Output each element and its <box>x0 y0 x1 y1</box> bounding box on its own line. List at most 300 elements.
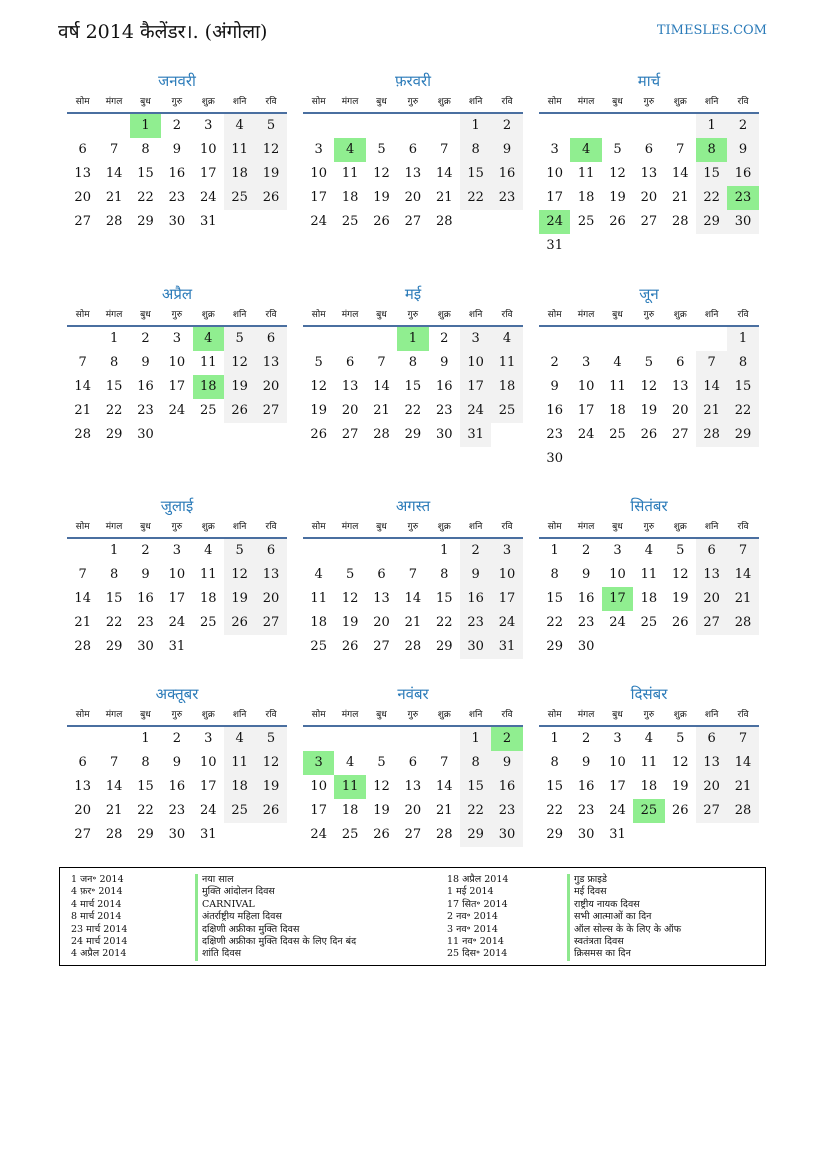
day-cell: 18 <box>341 190 359 205</box>
day-cell: 27 <box>671 427 689 442</box>
empty-cell <box>98 114 129 138</box>
empty-cell <box>67 539 98 563</box>
holiday-day-cell: 3 <box>303 751 334 775</box>
day-cell: 9 <box>172 755 181 770</box>
empty-cell <box>334 539 365 563</box>
weekday-label: शनि <box>468 522 483 532</box>
day-cell: 10 <box>577 379 595 394</box>
day-cell: 2 <box>727 114 758 138</box>
empty-cell <box>303 539 334 563</box>
empty-cell <box>397 114 428 138</box>
day-cell: 17 <box>609 779 626 794</box>
day-cell: 18 <box>310 615 327 630</box>
legend-date: 2 नव॰ 2014 <box>447 911 498 923</box>
day-cell: 10 <box>460 351 491 375</box>
day-cell: 2 <box>141 543 150 558</box>
day-cell: 13 <box>404 779 422 794</box>
weekday-label: सोम <box>547 710 562 720</box>
empty-cell <box>366 114 397 138</box>
day-cell: 22 <box>105 615 123 630</box>
weekday-header <box>539 92 759 114</box>
day-cell: 12 <box>224 563 255 587</box>
legend-date: 3 नव॰ 2014 <box>447 923 498 935</box>
day-cell: 27 <box>696 799 727 823</box>
day-cell: 1 <box>727 327 758 351</box>
day-cell: 9 <box>440 355 449 370</box>
day-grid <box>303 327 523 447</box>
day-cell: 11 <box>199 355 217 370</box>
weekday-label: बुध <box>140 710 151 720</box>
empty-cell <box>633 327 664 351</box>
weekday-label: शुक्र <box>437 97 451 107</box>
empty-cell <box>602 114 633 138</box>
day-cell: 8 <box>727 351 758 375</box>
day-cell: 3 <box>491 539 522 563</box>
day-cell: 21 <box>435 803 453 818</box>
empty-cell <box>366 539 397 563</box>
day-cell: 26 <box>373 827 390 842</box>
day-cell: 29 <box>137 214 154 229</box>
empty-cell <box>397 727 428 751</box>
month-block <box>67 283 287 447</box>
weekday-label: सोम <box>311 97 326 107</box>
weekday-label: बुध <box>376 97 387 107</box>
day-cell: 26 <box>640 427 658 442</box>
weekday-label: सोम <box>311 710 326 720</box>
day-cell: 22 <box>137 190 154 205</box>
day-cell: 9 <box>172 142 181 157</box>
day-cell: 11 <box>577 166 595 181</box>
day-cell: 30 <box>435 427 453 442</box>
weekday-label: शुक्र <box>673 522 687 532</box>
day-grid <box>539 114 759 258</box>
weekday-label: बुध <box>376 522 387 532</box>
day-cell: 25 <box>224 799 255 823</box>
weekday-label: मंगल <box>341 310 359 320</box>
day-cell: 31 <box>199 827 217 842</box>
day-cell: 15 <box>460 775 491 799</box>
day-cell: 30 <box>168 214 186 229</box>
day-cell: 20 <box>671 403 689 418</box>
weekday-label: शनि <box>232 522 247 532</box>
day-cell: 7 <box>109 755 119 770</box>
weekday-label: शनि <box>468 310 483 320</box>
legend-marker <box>195 874 198 961</box>
day-cell: 9 <box>581 567 591 582</box>
legend-holiday: अंतर्राष्ट्रीय महिला दिवस <box>202 911 282 923</box>
day-cell: 22 <box>105 403 123 418</box>
holiday-day-cell: 8 <box>696 138 727 162</box>
empty-cell <box>303 114 334 138</box>
day-cell: 20 <box>404 803 422 818</box>
weekday-header <box>67 305 287 327</box>
day-cell: 16 <box>577 591 595 606</box>
weekday-label: गुरु <box>171 97 183 107</box>
weekday-label: शुक्र <box>437 710 451 720</box>
empty-cell <box>67 727 98 751</box>
holiday-day-cell: 1 <box>130 114 161 138</box>
day-cell: 19 <box>373 190 390 205</box>
day-cell: 21 <box>671 190 689 205</box>
day-cell: 27 <box>404 214 422 229</box>
day-cell: 29 <box>105 427 123 442</box>
day-cell: 28 <box>404 639 422 654</box>
legend-date: 23 मार्च 2014 <box>71 923 128 935</box>
day-cell: 23 <box>546 427 563 442</box>
day-cell: 10 <box>199 755 217 770</box>
day-cell: 3 <box>460 327 491 351</box>
day-cell: 6 <box>255 327 286 351</box>
day-cell: 3 <box>172 543 181 558</box>
day-cell: 4 <box>224 727 255 751</box>
day-cell: 8 <box>460 138 491 162</box>
day-cell: 11 <box>224 138 255 162</box>
month-block <box>67 70 287 234</box>
month-name: जनवरी <box>158 72 196 90</box>
day-cell: 12 <box>310 379 327 394</box>
weekday-label: सोम <box>75 310 90 320</box>
weekday-label: शुक्र <box>201 710 215 720</box>
day-cell: 24 <box>310 827 327 842</box>
weekday-label: गुरु <box>643 97 655 107</box>
day-cell: 29 <box>546 827 563 842</box>
day-cell: 21 <box>727 587 758 611</box>
day-cell: 23 <box>460 611 491 635</box>
weekday-label: रवि <box>265 310 277 320</box>
day-cell: 19 <box>255 162 286 186</box>
day-cell: 6 <box>345 355 355 370</box>
day-cell: 24 <box>199 803 217 818</box>
month-name: जुलाई <box>160 497 194 515</box>
holiday-day-cell: 11 <box>334 775 365 799</box>
month-name: मई <box>404 285 422 303</box>
weekday-label: सोम <box>75 522 90 532</box>
weekday-label: मंगल <box>341 522 359 532</box>
weekday-header <box>539 305 759 327</box>
empty-cell <box>334 727 365 751</box>
day-cell: 25 <box>199 403 217 418</box>
day-cell: 3 <box>172 331 181 346</box>
month-block <box>539 70 759 258</box>
weekday-label: रवि <box>501 710 513 720</box>
legend-date: 17 सित॰ 2014 <box>447 898 508 910</box>
day-cell: 7 <box>78 355 87 370</box>
day-cell: 16 <box>491 775 522 799</box>
day-cell: 28 <box>105 214 123 229</box>
day-cell: 5 <box>644 355 653 370</box>
month-block <box>303 683 523 847</box>
day-cell: 9 <box>491 751 522 775</box>
empty-cell <box>633 114 664 138</box>
day-cell: 18 <box>491 375 522 399</box>
day-cell: 13 <box>671 379 689 394</box>
day-cell: 29 <box>435 639 453 654</box>
day-cell: 20 <box>640 190 658 205</box>
day-cell: 28 <box>74 427 91 442</box>
day-cell: 4 <box>491 327 522 351</box>
day-cell: 14 <box>671 166 689 181</box>
day-cell: 27 <box>404 827 422 842</box>
weekday-header <box>67 517 287 539</box>
day-cell: 17 <box>199 779 217 794</box>
empty-cell <box>397 539 428 563</box>
holiday-day-cell: 24 <box>539 210 570 234</box>
day-cell: 21 <box>696 399 727 423</box>
day-cell: 30 <box>727 210 758 234</box>
day-cell: 19 <box>224 587 255 611</box>
day-cell: 6 <box>696 539 727 563</box>
day-cell: 23 <box>137 615 154 630</box>
day-cell: 5 <box>224 327 255 351</box>
day-cell: 27 <box>373 639 390 654</box>
legend-holiday: सभी आत्माओं का दिन <box>574 911 652 923</box>
day-cell: 12 <box>671 567 689 582</box>
month-name: अगस्त <box>395 497 431 515</box>
weekday-label: मंगल <box>105 310 123 320</box>
weekday-label: शुक्र <box>673 310 687 320</box>
day-cell: 5 <box>676 543 685 558</box>
legend-holiday: गुड फ्राइडे <box>574 874 607 885</box>
day-cell: 10 <box>609 755 626 770</box>
holiday-day-cell: 4 <box>570 138 601 162</box>
day-cell: 30 <box>460 635 491 659</box>
day-cell: 25 <box>609 427 626 442</box>
day-cell: 12 <box>341 591 359 606</box>
day-grid <box>303 114 523 234</box>
day-cell: 15 <box>696 162 727 186</box>
day-cell: 29 <box>696 210 727 234</box>
day-cell: 2 <box>460 539 491 563</box>
month-name: जून <box>639 285 659 303</box>
day-cell: 21 <box>727 775 758 799</box>
day-cell: 7 <box>696 351 727 375</box>
day-cell: 29 <box>460 823 491 847</box>
day-cell: 22 <box>727 399 758 423</box>
day-cell: 23 <box>491 186 522 210</box>
day-cell: 15 <box>435 591 453 606</box>
empty-cell <box>602 327 633 351</box>
weekday-label: गुरु <box>407 710 419 720</box>
weekday-header <box>539 517 759 539</box>
weekday-label: शुक्र <box>437 522 451 532</box>
legend-names-col2 <box>574 874 681 961</box>
weekday-label: मंगल <box>577 710 595 720</box>
day-cell: 11 <box>310 591 327 606</box>
weekday-label: बुध <box>140 310 151 320</box>
day-cell: 28 <box>727 611 758 635</box>
day-cell: 27 <box>341 427 359 442</box>
month-block <box>539 683 759 847</box>
day-grid <box>303 539 523 659</box>
day-cell: 3 <box>204 118 213 133</box>
day-grid <box>539 327 759 471</box>
day-cell: 19 <box>341 615 359 630</box>
day-cell: 1 <box>696 114 727 138</box>
legend-holiday: मई दिवस <box>574 886 607 898</box>
day-cell: 28 <box>74 639 91 654</box>
day-cell: 14 <box>696 375 727 399</box>
weekday-label: रवि <box>501 97 513 107</box>
day-cell: 10 <box>310 166 327 181</box>
day-cell: 9 <box>141 355 150 370</box>
day-cell: 11 <box>609 379 626 394</box>
day-cell: 2 <box>440 331 449 346</box>
day-cell: 7 <box>109 142 119 157</box>
day-cell: 8 <box>109 355 119 370</box>
day-cell: 6 <box>78 142 87 157</box>
weekday-label: शनि <box>704 710 719 720</box>
day-cell: 3 <box>314 142 323 157</box>
weekday-label: रवि <box>265 97 277 107</box>
day-cell: 8 <box>109 567 119 582</box>
weekday-label: शुक्र <box>201 522 215 532</box>
day-cell: 4 <box>613 355 622 370</box>
weekday-label: शनि <box>232 710 247 720</box>
month-name: दिसंबर <box>630 685 668 703</box>
day-cell: 25 <box>224 186 255 210</box>
site-brand[interactable]: TIMESLES.COM <box>656 23 767 38</box>
day-cell: 3 <box>581 355 591 370</box>
day-cell: 7 <box>377 355 386 370</box>
day-cell: 19 <box>310 403 327 418</box>
month-block <box>303 283 523 447</box>
day-cell: 10 <box>168 355 186 370</box>
empty-cell <box>429 727 460 751</box>
empty-cell <box>334 327 365 351</box>
weekday-label: गुरु <box>407 522 419 532</box>
weekday-label: मंगल <box>577 310 595 320</box>
day-cell: 27 <box>255 611 286 635</box>
empty-cell <box>98 727 129 751</box>
weekday-label: शनि <box>468 710 483 720</box>
weekday-header <box>303 92 523 114</box>
day-cell: 1 <box>550 543 559 558</box>
legend-holiday: नया साल <box>202 874 234 885</box>
day-cell: 16 <box>137 379 154 394</box>
day-cell: 20 <box>404 190 422 205</box>
day-cell: 28 <box>727 799 758 823</box>
day-cell: 20 <box>255 587 286 611</box>
day-cell: 25 <box>199 615 217 630</box>
day-cell: 5 <box>314 355 323 370</box>
weekday-header <box>303 517 523 539</box>
day-cell: 16 <box>546 403 563 418</box>
day-cell: 29 <box>404 427 422 442</box>
day-cell: 16 <box>460 587 491 611</box>
day-cell: 19 <box>609 190 626 205</box>
day-cell: 16 <box>137 591 154 606</box>
day-cell: 24 <box>168 403 186 418</box>
day-cell: 24 <box>609 803 626 818</box>
day-cell: 15 <box>727 375 758 399</box>
day-cell: 4 <box>644 543 653 558</box>
day-cell: 17 <box>577 403 595 418</box>
day-cell: 7 <box>676 142 685 157</box>
day-cell: 9 <box>550 379 559 394</box>
weekday-label: शनि <box>704 522 719 532</box>
day-cell: 21 <box>74 615 91 630</box>
legend-holiday: मुक्ति आंदोलन दिवस <box>202 886 275 898</box>
day-cell: 7 <box>440 142 449 157</box>
day-cell: 27 <box>74 214 91 229</box>
day-cell: 21 <box>404 615 422 630</box>
month-name: नवंबर <box>397 685 429 703</box>
day-cell: 4 <box>224 114 255 138</box>
day-cell: 30 <box>137 427 154 442</box>
day-cell: 26 <box>609 214 626 229</box>
weekday-label: रवि <box>737 522 749 532</box>
day-cell: 31 <box>460 423 491 447</box>
day-cell: 16 <box>727 162 758 186</box>
day-cell: 5 <box>377 755 386 770</box>
day-cell: 13 <box>373 591 390 606</box>
day-cell: 9 <box>141 567 150 582</box>
day-cell: 9 <box>460 563 491 587</box>
day-cell: 18 <box>199 591 217 606</box>
month-name: फ़रवरी <box>394 72 432 90</box>
day-cell: 14 <box>727 563 758 587</box>
day-cell: 7 <box>78 567 87 582</box>
holiday-day-cell: 25 <box>633 799 664 823</box>
day-grid <box>67 327 287 447</box>
day-cell: 21 <box>105 190 123 205</box>
day-cell: 18 <box>640 591 658 606</box>
day-cell: 20 <box>696 587 727 611</box>
legend-date: 1 मई 2014 <box>447 886 494 898</box>
day-cell: 22 <box>137 803 154 818</box>
weekday-header <box>67 92 287 114</box>
day-cell: 19 <box>640 403 658 418</box>
day-cell: 19 <box>255 775 286 799</box>
weekday-label: सोम <box>547 522 562 532</box>
weekday-header <box>303 305 523 327</box>
day-cell: 14 <box>74 379 91 394</box>
legend-holiday: शांति दिवस <box>202 948 242 960</box>
weekday-label: शुक्र <box>673 97 687 107</box>
weekday-label: रवि <box>737 310 749 320</box>
day-cell: 12 <box>609 166 626 181</box>
legend-dates-col1 <box>71 874 127 961</box>
day-cell: 1 <box>550 731 559 746</box>
day-cell: 18 <box>640 779 658 794</box>
day-cell: 26 <box>341 639 359 654</box>
day-cell: 25 <box>640 615 658 630</box>
day-cell: 22 <box>546 803 563 818</box>
weekday-label: रवि <box>501 310 513 320</box>
day-cell: 18 <box>577 190 595 205</box>
day-cell: 28 <box>696 423 727 447</box>
weekday-label: बुध <box>376 710 387 720</box>
day-cell: 24 <box>168 615 186 630</box>
weekday-label: मंगल <box>105 97 123 107</box>
day-cell: 16 <box>491 162 522 186</box>
day-cell: 27 <box>74 827 91 842</box>
holiday-day-cell: 17 <box>602 587 633 611</box>
month-name: अप्रैल <box>161 285 193 303</box>
day-grid <box>67 727 287 847</box>
legend-holiday: CARNIVAL <box>202 898 255 910</box>
legend-date: 8 मार्च 2014 <box>71 911 122 923</box>
day-cell: 5 <box>377 142 386 157</box>
empty-cell <box>665 114 696 138</box>
legend-holiday: ऑल सोल्स के के लिए के ऑफ <box>574 923 682 935</box>
day-cell: 12 <box>255 751 286 775</box>
day-cell: 17 <box>546 190 563 205</box>
day-cell: 15 <box>546 779 563 794</box>
day-cell: 24 <box>577 427 595 442</box>
day-cell: 4 <box>314 567 323 582</box>
day-cell: 13 <box>404 166 422 181</box>
